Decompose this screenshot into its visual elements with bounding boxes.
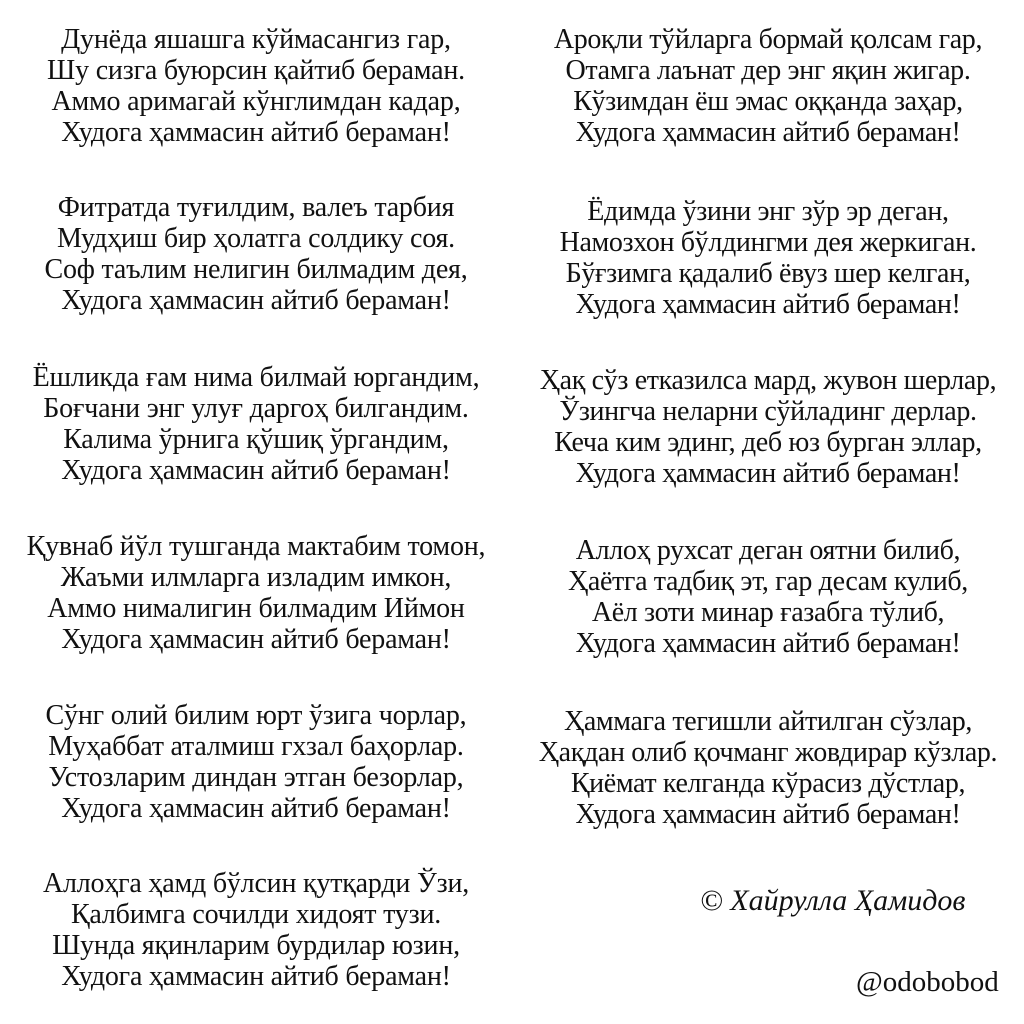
poem-line: Соф таълим нелигин билмадим дея,: [44, 254, 468, 285]
poem-line: Худога ҳаммасин айтиб бераман!: [61, 793, 451, 824]
poem-line: Кўзимдан ёш эмас оққанда заҳар,: [573, 86, 963, 117]
poem-line: Муҳаббат аталмиш гхзал баҳорлар.: [48, 731, 464, 762]
author-signature: © Хайрулла Ҳамидов: [700, 884, 966, 917]
poem-line: Ҳаётга тадбиқ эт, гар десам кулиб,: [568, 566, 968, 597]
poem-line: Намозхон бўлдингми дея жеркиган.: [559, 227, 977, 258]
poem-line: Фитратда туғилдим, валеъ тарбия: [57, 192, 455, 223]
poem-line: Худога ҳаммасин айтиб бераман!: [575, 289, 961, 320]
poem-line: Сўнг олий билим юрт ўзига чорлар,: [45, 700, 467, 731]
poem-line: Мудҳиш бир ҳолатга солдику соя.: [57, 223, 455, 254]
poem-line: Ёдимда ўзини энг зўр эр деган,: [587, 196, 949, 227]
stanza: [0, 868, 512, 992]
poem-line: Аёл зоти минар ғазабга тўлиб,: [591, 597, 945, 628]
poem-line: Худога ҳаммасин айтиб бераман!: [61, 961, 451, 992]
stanza: [512, 24, 1024, 148]
stanza: [512, 365, 1024, 489]
poem-line: Қиёмат келганда кўрасиз дўстлар,: [570, 768, 966, 799]
poem-line: Худога ҳаммасин айтиб бераман!: [61, 455, 451, 486]
poem-line: Худога ҳаммасин айтиб бераман!: [575, 458, 961, 489]
poem-line: Худога ҳаммасин айтиб бераман!: [61, 117, 451, 148]
poem-line: Худога ҳаммасин айтиб бераман!: [575, 799, 961, 830]
stanza: [512, 706, 1024, 830]
poem-line: Аллоҳ рухсат деган оятни билиб,: [575, 535, 961, 566]
poem-line: Бўғзимга қадалиб ёвуз шер келган,: [565, 258, 971, 289]
poem-line: Аллоҳга ҳамд бўлсин қутқарди Ўзи,: [42, 868, 470, 899]
poem-line: Калима ўрнига қўшиқ ўргандим,: [63, 424, 449, 455]
poem-line: Шу сизга буюрсин қайтиб бераман.: [47, 55, 465, 86]
poem-line: Аммо нималигин билмадим Иймон: [47, 593, 465, 624]
stanza: [0, 192, 512, 316]
poem-line: Аммо аримагай кўнглимдан кадар,: [51, 86, 461, 117]
poem-line: Худога ҳаммасин айтиб бераман!: [61, 624, 451, 655]
stanza: [512, 196, 1024, 320]
stanza: [0, 531, 512, 655]
stanza: [0, 700, 512, 824]
stanza: [0, 24, 512, 148]
poem-line: Шунда яқинларим бурдилар юзин,: [52, 930, 460, 961]
poem-line: Боғчани энг улуғ даргоҳ билгандим.: [43, 393, 469, 424]
poem-line: Ҳақ сўз етказилса мард, жувон шерлар,: [539, 365, 997, 396]
poem-line: Ароқли тўйларга бормай қолсам гар,: [553, 24, 983, 55]
poem-line: Худога ҳаммасин айтиб бераман!: [61, 285, 451, 316]
poem-line: Устозларим диндан этган безорлар,: [48, 762, 464, 793]
poem-line: Жаъми илмларга изладим имкон,: [60, 562, 452, 593]
poem-line: Дунёда яшашга кўймасангиз гар,: [61, 24, 451, 55]
poem-line: Ўзингча неларни сўйладинг дерлар.: [559, 396, 977, 427]
poem-line: Қувнаб йўл тушганда мактабим томон,: [26, 531, 486, 562]
poem-line: Ҳаммага тегишли айтилган сўзлар,: [563, 706, 973, 737]
social-handle: @odobobod: [856, 966, 999, 998]
stanza: [512, 535, 1024, 659]
poem-line: Отамга лаънат дер энг яқин жигар.: [565, 55, 971, 86]
stanza: [0, 362, 512, 486]
poem-line: Кеча ким эдинг, деб юз бурган эллар,: [554, 427, 982, 458]
poem-line: Худога ҳаммасин айтиб бераман!: [575, 628, 961, 659]
poem-line: Ҳақдан олиб қочманг жовдирар кўзлар.: [538, 737, 998, 768]
poem-line: Худога ҳаммасин айтиб бераман!: [575, 117, 961, 148]
poem-line: Ёшликда ғам нима билмай юргандим,: [32, 362, 480, 393]
poem-line: Қалбимга сочилди хидоят тузи.: [70, 899, 442, 930]
